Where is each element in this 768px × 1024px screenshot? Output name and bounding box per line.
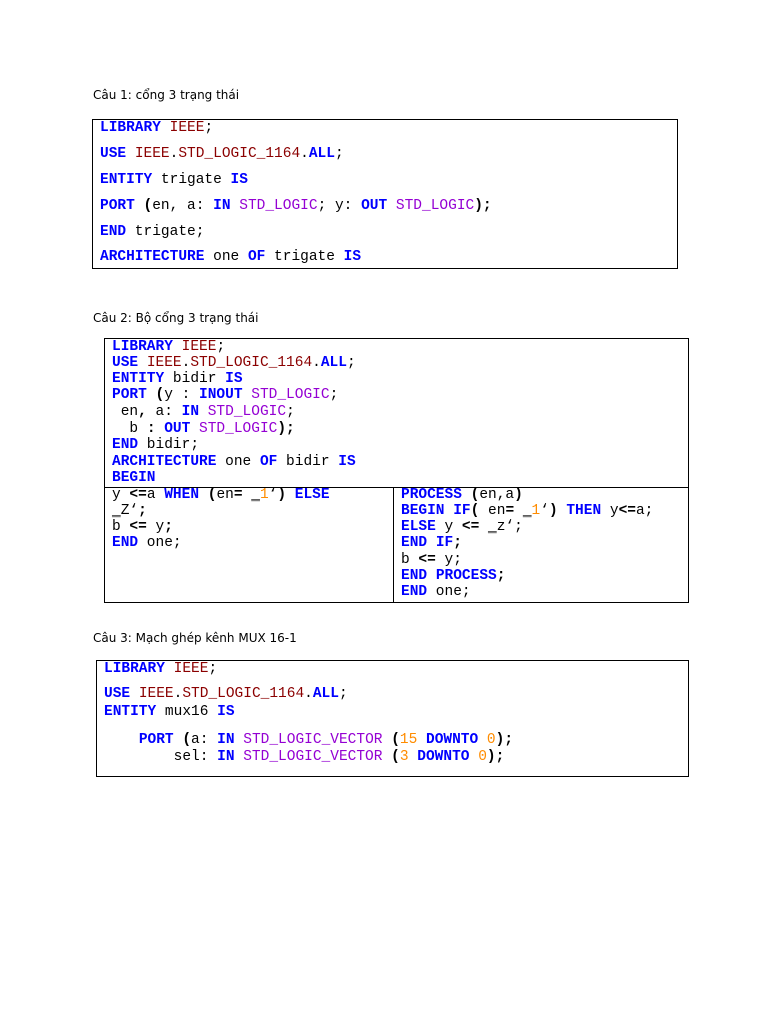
- code-token: IN: [213, 198, 231, 214]
- code-token: IF: [435, 535, 454, 551]
- code-token: IN: [181, 404, 200, 420]
- code-token: [138, 355, 147, 371]
- code-token: [462, 487, 471, 503]
- code-line-left: [112, 519, 173, 536]
- code-token: [243, 387, 252, 403]
- code-token: WHEN: [164, 487, 200, 503]
- code-token: [104, 732, 139, 748]
- code-line: [104, 686, 348, 703]
- table-divider-vertical: [393, 487, 394, 602]
- code-token: );: [486, 749, 505, 765]
- code-token: );: [495, 732, 514, 748]
- code-token: ;: [334, 146, 344, 162]
- code-token: IS: [343, 249, 362, 265]
- code-line-right: [401, 568, 505, 585]
- code-token: DOWNTO: [426, 732, 479, 748]
- code-token: IEEE: [138, 686, 174, 702]
- code-token: PORT: [138, 732, 174, 748]
- code-token: [161, 120, 170, 136]
- code-token: ELSE: [401, 519, 436, 535]
- code-token: (: [391, 732, 400, 748]
- code-token: .: [312, 355, 321, 371]
- code-token: y: [601, 503, 619, 519]
- code-token: [427, 568, 436, 584]
- code-token: IS: [338, 454, 356, 470]
- code-token: <=: [129, 487, 147, 503]
- heading-question-3: Câu 3: Mạch ghép kênh MUX 16-1: [93, 631, 297, 645]
- code-token: USE: [100, 146, 127, 162]
- code-token: [409, 749, 418, 765]
- code-token: =: [233, 487, 243, 503]
- code-token: y: [112, 487, 130, 503]
- code-token: one;: [427, 584, 471, 600]
- code-line-left: [112, 535, 182, 552]
- code-token: OF: [259, 454, 278, 470]
- code-token: ALL: [308, 146, 335, 162]
- code-token: ;: [216, 339, 226, 355]
- code-token: en: [479, 503, 506, 519]
- code-token: [286, 487, 295, 503]
- code-line: [100, 146, 344, 163]
- code-token: [387, 198, 396, 214]
- code-token: [126, 146, 135, 162]
- code-token: USE: [112, 355, 139, 371]
- code-line-right: [401, 552, 462, 569]
- code-token: ;: [329, 387, 339, 403]
- code-token: STD_LOGIC_1164: [182, 686, 305, 702]
- code-token: IN: [217, 732, 235, 748]
- code-token: .: [300, 146, 309, 162]
- code-token: 15: [399, 732, 418, 748]
- code-token: IS: [225, 371, 243, 387]
- code-line: [112, 404, 295, 421]
- code-token: 0: [478, 749, 487, 765]
- code-token: <=: [418, 552, 436, 568]
- code-line: [104, 732, 513, 749]
- code-token: PORT: [112, 387, 147, 403]
- code-token: IS: [230, 172, 248, 188]
- code-token: [165, 661, 174, 677]
- code-token: LIBRARY: [104, 661, 165, 677]
- code-box-tristate-gate: [92, 119, 678, 269]
- code-token: [173, 339, 182, 355]
- code-token: one;: [138, 535, 182, 551]
- code-token: =: [505, 503, 515, 519]
- code-token: END: [401, 568, 428, 584]
- code-token: [231, 198, 240, 214]
- code-token: OUT: [361, 198, 388, 214]
- code-token: STD_LOGIC: [239, 198, 318, 214]
- code-token: a:: [191, 732, 218, 748]
- code-token: DOWNTO: [417, 749, 470, 765]
- code-token: END: [401, 535, 428, 551]
- code-token: USE: [104, 686, 131, 702]
- code-token: THEN: [566, 503, 602, 519]
- code-line: [100, 249, 361, 266]
- code-token: :: [146, 421, 156, 437]
- code-token: bidir: [277, 454, 339, 470]
- code-token: [156, 421, 165, 437]
- code-token: y :: [164, 387, 200, 403]
- code-token: [417, 732, 426, 748]
- code-token: STD_LOGIC: [251, 387, 330, 403]
- code-token: ;: [208, 661, 218, 677]
- code-token: PROCESS: [435, 568, 497, 584]
- code-token: en, a:: [152, 198, 214, 214]
- code-token: BEGIN: [401, 503, 445, 519]
- code-token: .: [169, 146, 179, 162]
- code-token: ‘: [540, 503, 549, 519]
- code-token: STD_LOGIC_VECTOR: [243, 732, 383, 748]
- code-token: one: [204, 249, 248, 265]
- code-token: [427, 535, 436, 551]
- code-line: [104, 749, 504, 766]
- code-token: PROCESS: [401, 487, 462, 503]
- code-line-right: [401, 503, 653, 520]
- code-line: [112, 387, 338, 404]
- code-token: <=: [461, 519, 480, 535]
- code-line: [112, 437, 199, 454]
- code-token: IEEE: [146, 355, 182, 371]
- code-token: b: [401, 552, 419, 568]
- code-token: (: [470, 487, 480, 503]
- code-token: );: [277, 421, 295, 437]
- code-token: ‗: [514, 503, 532, 519]
- code-token: (: [143, 198, 153, 214]
- code-token: IEEE: [181, 339, 217, 355]
- code-token: ): [548, 503, 558, 519]
- code-token: [130, 686, 139, 702]
- code-line-left: [112, 503, 147, 520]
- code-token: [445, 503, 454, 519]
- code-token: END: [112, 535, 139, 551]
- code-line: [112, 355, 356, 372]
- code-token: STD_LOGIC: [207, 404, 287, 420]
- code-token: [135, 198, 144, 214]
- code-token: ENTITY: [112, 371, 165, 387]
- code-token: STD_LOGIC: [395, 198, 475, 214]
- code-token: ALL: [312, 686, 339, 702]
- code-token: IEEE: [134, 146, 170, 162]
- code-token: <=: [129, 519, 147, 535]
- code-token: ENTITY: [100, 172, 153, 188]
- code-token: [382, 732, 391, 748]
- code-token: [478, 732, 487, 748]
- code-token: IEEE: [173, 661, 209, 677]
- code-token: ;: [138, 503, 147, 519]
- code-token: bidir;: [138, 437, 200, 453]
- code-token: STD_LOGIC_VECTOR: [243, 749, 383, 765]
- code-token: [147, 387, 156, 403]
- code-token: en: [112, 404, 139, 420]
- code-line: [112, 470, 156, 487]
- code-token: OUT: [164, 421, 191, 437]
- code-token: ): [514, 487, 523, 503]
- code-token: [199, 404, 208, 420]
- code-token: ; y:: [317, 198, 362, 214]
- code-token: IS: [217, 704, 235, 720]
- code-token: ALL: [320, 355, 347, 371]
- code-token: OF: [247, 249, 266, 265]
- code-token: 1: [259, 487, 269, 503]
- code-token: ‘: [268, 487, 278, 503]
- code-box-bidirectional-buffer: [104, 338, 689, 603]
- code-token: ELSE: [294, 487, 330, 503]
- code-token: .: [304, 686, 313, 702]
- code-token: [199, 487, 208, 503]
- code-token: mux16: [156, 704, 218, 720]
- code-token: [470, 749, 479, 765]
- code-line: [104, 661, 217, 678]
- code-token: one: [216, 454, 260, 470]
- code-token: ‗z‘;: [479, 519, 523, 535]
- code-token: trigate;: [126, 224, 205, 240]
- code-token: .: [173, 686, 183, 702]
- code-token: ;: [453, 535, 462, 551]
- code-token: ): [277, 487, 287, 503]
- code-token: ARCHITECTURE: [112, 454, 217, 470]
- code-line-right: [401, 487, 523, 504]
- code-token: [235, 732, 244, 748]
- code-token: ;: [346, 355, 356, 371]
- code-token: ‗Z‘: [112, 503, 139, 519]
- code-token: trigate: [152, 172, 231, 188]
- heading-question-2: Câu 2: Bộ cổng 3 trạng thái: [93, 311, 259, 325]
- code-token: STD_LOGIC_1164: [190, 355, 313, 371]
- code-token: 3: [399, 749, 409, 765]
- code-token: ;: [496, 568, 506, 584]
- code-line-right: [401, 584, 471, 601]
- code-box-mux16: [96, 660, 689, 777]
- code-token: bidir: [164, 371, 226, 387]
- code-line: [112, 339, 225, 356]
- code-token: b: [112, 519, 130, 535]
- code-token: sel:: [104, 749, 218, 765]
- code-token: a;: [635, 503, 654, 519]
- code-line-right: [401, 535, 462, 552]
- code-token: IN: [217, 749, 235, 765]
- code-line: [112, 371, 243, 388]
- code-token: en: [216, 487, 234, 503]
- code-token: y: [435, 519, 462, 535]
- code-line: [104, 704, 235, 721]
- code-line-left: [112, 487, 330, 504]
- code-token: 0: [486, 732, 496, 748]
- code-token: (: [470, 503, 480, 519]
- code-token: END: [401, 584, 428, 600]
- heading-question-1: Câu 1: cổng 3 trạng thái: [93, 88, 240, 102]
- code-token: b: [112, 421, 147, 437]
- code-token: en,a: [479, 487, 515, 503]
- code-token: ARCHITECTURE: [100, 249, 205, 265]
- code-token: (: [207, 487, 217, 503]
- code-token: LIBRARY: [100, 120, 161, 136]
- code-line: [100, 120, 213, 137]
- code-token: y: [146, 519, 165, 535]
- code-token: ;: [338, 686, 348, 702]
- code-token: a:: [146, 404, 182, 420]
- code-token: [190, 421, 199, 437]
- code-token: ;: [286, 404, 295, 420]
- code-token: ;: [204, 120, 214, 136]
- code-line: [100, 198, 492, 215]
- code-token: INOUT: [199, 387, 243, 403]
- code-token: [235, 749, 244, 765]
- code-token: IEEE: [169, 120, 205, 136]
- code-token: );: [474, 198, 492, 214]
- code-line: [100, 224, 204, 241]
- code-token: .: [181, 355, 191, 371]
- code-token: ;: [164, 519, 173, 535]
- code-line-right: [401, 519, 523, 536]
- code-line: [112, 421, 295, 438]
- code-token: IF: [453, 503, 471, 519]
- code-token: y;: [435, 552, 462, 568]
- code-token: (: [391, 749, 400, 765]
- code-token: [382, 749, 391, 765]
- code-token: ,: [138, 404, 147, 420]
- code-token: END: [100, 224, 127, 240]
- code-line: [112, 454, 356, 471]
- code-token: (: [182, 732, 192, 748]
- code-token: 1: [531, 503, 541, 519]
- code-token: BEGIN: [112, 470, 156, 486]
- code-token: STD_LOGIC: [199, 421, 278, 437]
- code-token: END: [112, 437, 139, 453]
- code-token: ENTITY: [104, 704, 157, 720]
- code-token: (: [155, 387, 165, 403]
- code-token: <=: [618, 503, 636, 519]
- code-token: a: [146, 487, 165, 503]
- code-token: LIBRARY: [112, 339, 173, 355]
- code-token: ‗: [242, 487, 260, 503]
- code-token: STD_LOGIC_1164: [178, 146, 301, 162]
- code-line: [100, 172, 248, 189]
- code-token: trigate: [265, 249, 344, 265]
- code-token: PORT: [100, 198, 135, 214]
